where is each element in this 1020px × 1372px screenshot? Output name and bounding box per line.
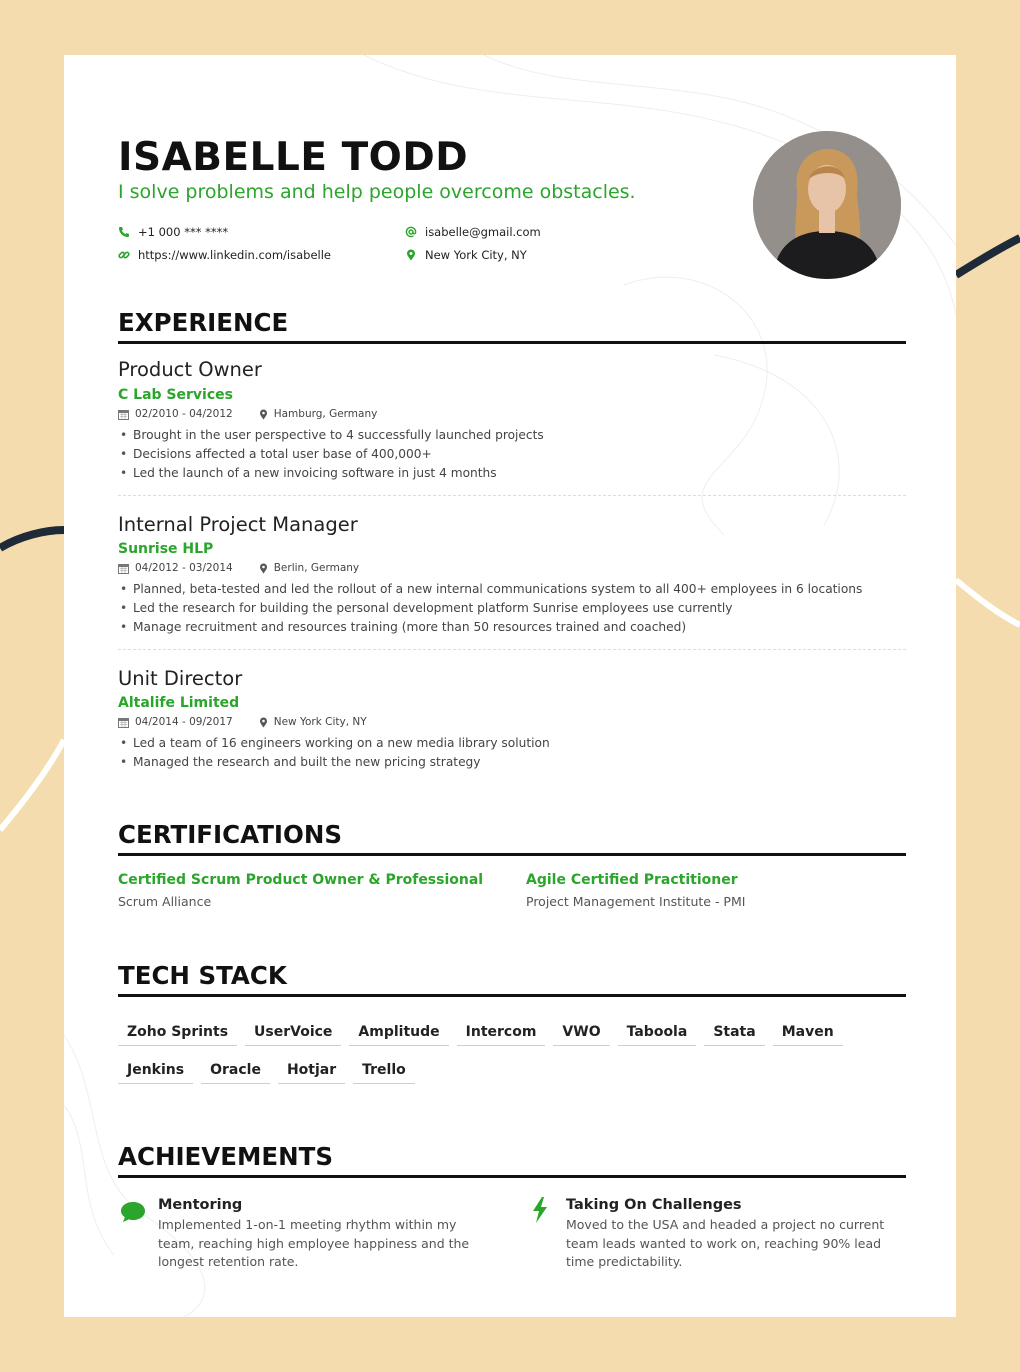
tech-stack-heading: TECH STACK [118, 960, 906, 997]
list-item: • Planned, beta-tested and led the rollout of a new internal communications system to all 400+ employees in 6 locations [118, 580, 862, 599]
company-name: Sunrise HLP [118, 541, 214, 557]
certification-item [118, 872, 483, 909]
email-contact [405, 225, 541, 239]
link-icon [118, 249, 130, 261]
phone-number: +1 000 *** **** [138, 225, 229, 239]
certifications-heading: CERTIFICATIONS [118, 819, 906, 856]
list-item: • Managed the research and built the new pricing strategy [118, 753, 550, 772]
achievement-title: Taking On Challenges [566, 1197, 742, 1213]
location-pin-icon [259, 563, 268, 574]
list-item: • Led the launch of a new invoicing software in just 4 months [118, 464, 544, 483]
list-item: • Led the research for building the personal development platform Sunrise employees use currently [118, 599, 862, 618]
job-meta [118, 562, 359, 574]
job-meta [118, 408, 377, 420]
resume-page [64, 55, 956, 1317]
tech-chip: Oracle [201, 1060, 270, 1084]
company-name: Altalife Limited [118, 695, 240, 711]
lightning-bolt-icon [531, 1197, 549, 1227]
location-pin-icon [259, 717, 268, 728]
certification-name: Certified Scrum Product Owner & Professional [118, 872, 484, 888]
job-title: Product Owner [118, 358, 262, 381]
job-bullets [118, 734, 550, 772]
tech-chip: Taboola [618, 1022, 697, 1046]
location-contact [405, 248, 527, 262]
achievement-description: Moved to the USA and headed a project no current team leads wanted to work on, reaching 90% lead time predictability. [566, 1217, 885, 1269]
tech-stack-list [118, 1022, 906, 1084]
tech-chip: Amplitude [349, 1022, 448, 1046]
tech-chip: VWO [553, 1022, 609, 1046]
chat-bubble-icon [120, 1201, 146, 1227]
calendar-icon [118, 717, 129, 728]
list-item: • Brought in the user perspective to 4 successfully launched projects [118, 426, 544, 445]
job-dates: 04/2014 - 09/2017 [135, 716, 233, 728]
job-location: Hamburg, Germany [273, 408, 378, 420]
job-dates: 02/2010 - 04/2012 [135, 408, 233, 420]
tech-chip: Trello [353, 1060, 415, 1084]
calendar-icon [118, 563, 129, 574]
tech-chip: Maven [773, 1022, 843, 1046]
profile-photo [753, 131, 901, 279]
divider [118, 649, 906, 650]
list-item: • Decisions affected a total user base of 400,000+ [118, 445, 544, 464]
tech-chip: Hotjar [278, 1060, 345, 1084]
achievement-title: Mentoring [158, 1197, 243, 1213]
phone-icon [118, 226, 130, 238]
linkedin-link[interactable]: https://www.linkedin.com/isabelle [138, 248, 331, 262]
tech-chip: Stata [704, 1022, 764, 1046]
candidate-name: ISABELLE TODD [118, 135, 469, 180]
home-location: New York City, NY [425, 248, 527, 262]
job-meta [118, 716, 367, 728]
job-bullets [118, 426, 544, 483]
achievement-description: Implemented 1-on-1 meeting rhythm within my team, reaching high employee happiness and the longest retention rate. [158, 1217, 470, 1269]
job-title: Unit Director [118, 667, 243, 690]
company-name: C Lab Services [118, 387, 233, 403]
at-icon [405, 226, 417, 238]
job-dates: 04/2012 - 03/2014 [135, 562, 233, 574]
location-pin-icon [259, 409, 268, 420]
linkedin-contact [118, 248, 331, 262]
tagline: I solve problems and help people overcome obstacles. [118, 181, 636, 203]
certification-item [526, 872, 745, 909]
phone-contact [118, 225, 228, 239]
certification-name: Agile Certified Practitioner [526, 872, 738, 888]
certification-org: Project Management Institute - PMI [526, 894, 746, 909]
job-bullets [118, 580, 862, 637]
tech-chip: Intercom [457, 1022, 546, 1046]
tech-chip: Zoho Sprints [118, 1022, 237, 1046]
location-pin-icon [405, 249, 417, 261]
list-item: • Manage recruitment and resources training (more than 50 resources trained and coached) [118, 618, 862, 637]
achievement-item [566, 1197, 896, 1272]
calendar-icon [118, 409, 129, 420]
divider [118, 495, 906, 496]
experience-heading: EXPERIENCE [118, 307, 906, 344]
achievements-heading: ACHIEVEMENTS [118, 1141, 906, 1178]
tech-chip: UserVoice [245, 1022, 341, 1046]
tech-chip: Jenkins [118, 1060, 193, 1084]
achievement-item [158, 1197, 488, 1272]
list-item: • Led a team of 16 engineers working on a new media library solution [118, 734, 550, 753]
email-address[interactable]: isabelle@gmail.com [425, 225, 541, 239]
job-location: Berlin, Germany [273, 562, 360, 574]
job-location: New York City, NY [273, 716, 367, 728]
job-title: Internal Project Manager [118, 513, 358, 536]
certification-org: Scrum Alliance [118, 894, 212, 909]
